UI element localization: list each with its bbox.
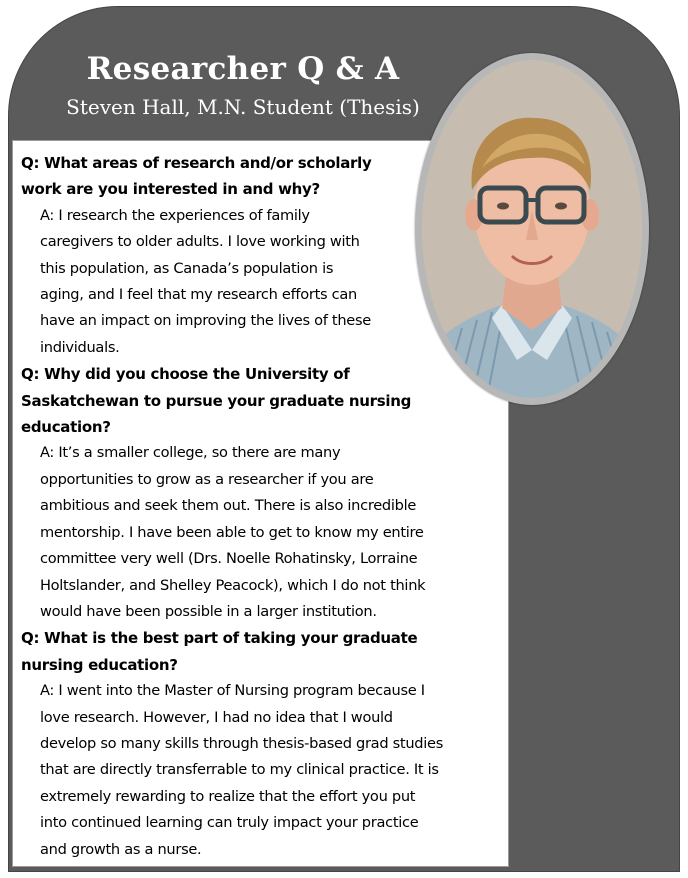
answer-line: develop so many skills through thesis-based grad studies xyxy=(40,734,443,752)
answer-line: A: I research the experiences of family xyxy=(40,206,310,224)
answer-line: aging, and I feel that my research efforts can xyxy=(40,286,357,304)
question-line: Q: What is the best part of taking your graduate xyxy=(21,629,418,648)
answer-line: A: It’s a smaller college, so there are many xyxy=(40,444,341,462)
answer-line: would have been possible in a larger institution. xyxy=(40,602,377,620)
answer-line: and growth as a nurse. xyxy=(40,840,202,858)
answer-line: extremely rewarding to realize that the effort you put xyxy=(40,787,416,805)
answer-line: this population, as Canada’s population is xyxy=(40,259,334,277)
answer-line: that are directly transferrable to my clinical practice. It is xyxy=(40,761,439,779)
answer-line: A: I went into the Master of Nursing program because I xyxy=(40,682,425,700)
question-line: work are you interested in and why? xyxy=(21,180,320,199)
header xyxy=(8,6,478,138)
question-line: nursing education? xyxy=(21,655,178,674)
answer-line: individuals. xyxy=(40,338,120,356)
question-3 xyxy=(21,625,502,678)
question-line: Q: Why did you choose the University of xyxy=(21,365,350,384)
answer-line: committee very well (Drs. Noelle Rohatinsky, Lorraine xyxy=(40,550,418,568)
portrait-photo xyxy=(422,60,642,398)
answer-line: Holtslander, and Shelley Peacock), which I do not think xyxy=(40,576,426,594)
answer-line: caregivers to older adults. I love working with xyxy=(40,233,360,251)
portrait-frame xyxy=(415,53,649,405)
answer-line: ambitious and seek them out. There is also incredible xyxy=(40,497,417,515)
answer-line: mentorship. I have been able to get to know my entire xyxy=(40,523,424,541)
answer-line: into continued learning can truly impact your practice xyxy=(40,814,419,832)
question-line: Saskatchewan to pursue your graduate nursing xyxy=(21,391,412,410)
question-2 xyxy=(21,361,502,440)
answer-line: opportunities to grow as a researcher if you are xyxy=(40,470,374,488)
question-line: Q: What areas of research and/or scholarly xyxy=(21,154,372,172)
page-subtitle: Steven Hall, M.N. Student (Thesis) xyxy=(66,95,420,119)
answer-3 xyxy=(21,678,502,863)
question-line: education? xyxy=(21,418,111,437)
answer-2 xyxy=(21,440,502,625)
portrait-illustration xyxy=(422,60,642,398)
answer-line: love research. However, I had no idea that I would xyxy=(40,708,393,726)
answer-line: have an impact on improving the lives of these xyxy=(40,312,371,330)
page-title: Researcher Q & A xyxy=(86,51,400,87)
